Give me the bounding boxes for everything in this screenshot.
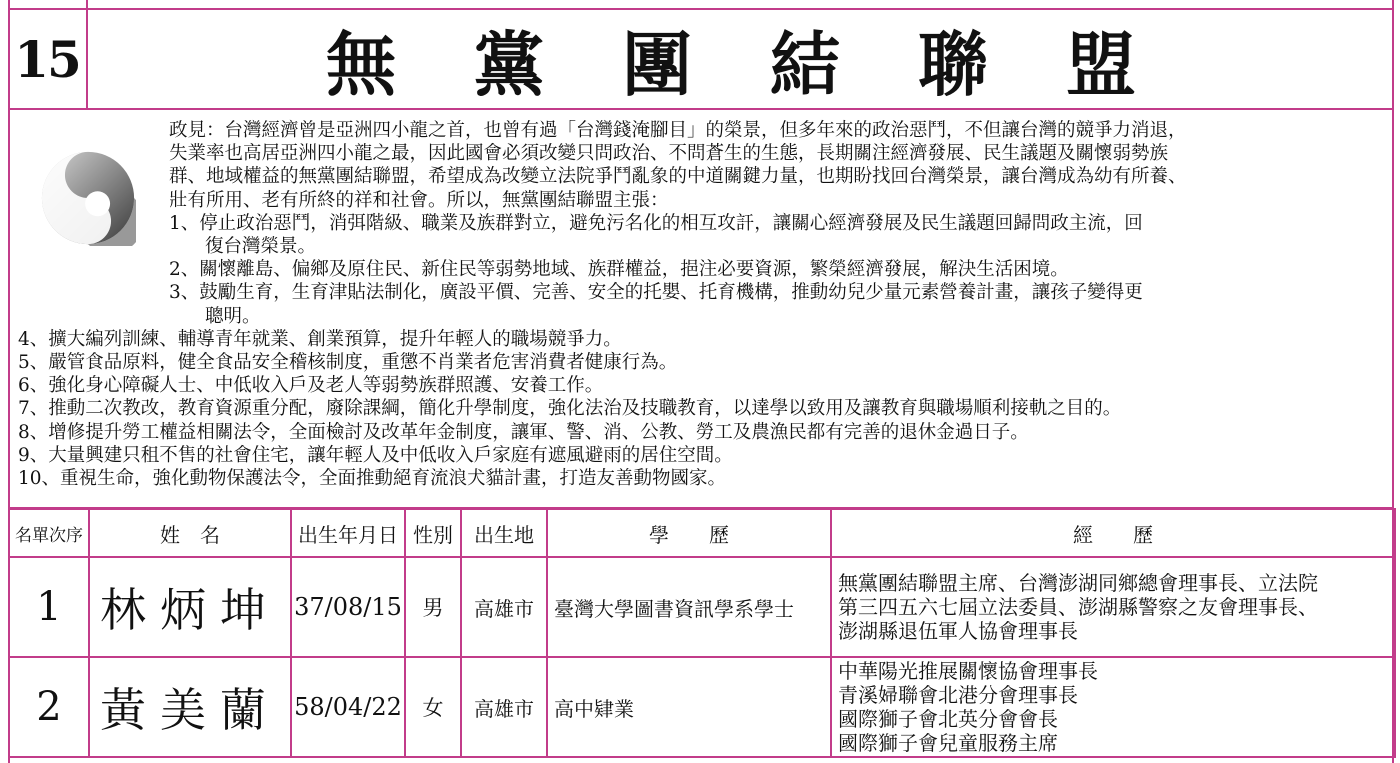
candidate-sex: 男 xyxy=(405,557,461,657)
platform-item-line: 聰明。 xyxy=(205,305,261,327)
platform-intro-line: 群、地域權益的無黨團結聯盟，希望成為改變立法院爭鬥亂象的中道關鍵力量，也期盼找回台灣榮景，讓台灣成為幼有所養、 xyxy=(169,166,1187,188)
platform-item-line: 復台灣榮景。 xyxy=(205,236,317,258)
experience-line: 澎湖縣退伍軍人協會理事長 xyxy=(838,619,1078,643)
experience-line: 無黨團結聯盟主席、台灣澎湖同鄉總會理事長、立法院 xyxy=(838,571,1318,595)
table-header-row xyxy=(9,509,1395,557)
header-birthplace: 出生地 xyxy=(461,509,547,557)
experience-line: 中華陽光推展關懷協會理事長 xyxy=(838,659,1098,683)
candidate-education: 高中肄業 xyxy=(547,657,831,757)
candidate-sex: 女 xyxy=(405,657,461,757)
platform-intro-line: 壯有所用、老有所終的祥和社會。所以，無黨團結聯盟主張： xyxy=(169,189,669,211)
experience-line: 第三四五六七屆立法委員、澎湖縣警察之友會理事長、 xyxy=(838,595,1318,619)
experience-line: 青溪婦聯會北港分會理事長 xyxy=(838,683,1078,707)
candidate-table xyxy=(8,508,1396,758)
table-row xyxy=(9,657,1395,757)
candidate-order: 1 xyxy=(9,557,89,657)
platform-text xyxy=(14,119,1389,490)
experience-line: 國際獅子會兒童服務主席 xyxy=(838,731,1058,755)
candidate-experience xyxy=(831,557,1395,657)
candidate-name: 林炳坤 xyxy=(89,557,291,657)
platform-item-line: 3、鼓勵生育，生育津貼法制化，廣設平價、完善、安全的托嬰、托育機構，推動幼兒少量元素營養計畫，讓孩子變得更 xyxy=(169,282,1143,304)
candidate-order: 2 xyxy=(9,657,89,757)
candidate-experience xyxy=(831,657,1395,757)
platform-item-line: 8、增修提升勞工權益相關法令，全面檢討及改革年金制度，讓軍、警、消、公教、勞工及農漁民都有完善的退休金過日子。 xyxy=(18,421,1029,443)
header-dob: 出生年月日 xyxy=(291,509,405,557)
header-experience: 經 歷 xyxy=(831,509,1395,557)
platform-item-line: 4、擴大編列訓練、輔導青年就業、創業預算，提升年輕人的職場競爭力。 xyxy=(18,328,622,350)
platform-intro-line: 失業率也高居亞洲四小龍之最，因此國會必須改變只問政治、不問蒼生的生態，長期關注經濟發展、民生議題及關懷弱勢族 xyxy=(169,143,1169,165)
header-sex: 性別 xyxy=(405,509,461,557)
divider xyxy=(86,0,88,10)
header-education: 學 歷 xyxy=(547,509,831,557)
candidate-name: 黃美蘭 xyxy=(89,657,291,757)
platform-intro xyxy=(14,119,1389,212)
candidate-dob: 58/04/22 xyxy=(291,657,405,757)
platform-item-line: 1、停止政治惡鬥，消弭階級、職業及族群對立，避免污名化的相互攻訐，讓關心經濟發展及民生議題回歸問政主流，回 xyxy=(169,212,1143,234)
table-row xyxy=(9,557,1395,657)
party-title: 無黨團結聯盟 xyxy=(326,22,1214,106)
candidate-education: 臺灣大學圖書資訊學系學士 xyxy=(547,557,831,657)
experience-line: 國際獅子會北英分會會長 xyxy=(838,707,1058,731)
platform-item-line: 9、大量興建只租不售的社會住宅，讓年輕人及中低收入戶家庭有遮風避雨的居住空間。 xyxy=(18,444,733,466)
candidate-dob: 37/08/15 xyxy=(291,557,405,657)
platform-item-line: 2、關懷離島、偏鄉及原住民、新住民等弱勢地域、族群權益，挹注必要資源，繁榮經濟發展，解決生活困境。 xyxy=(169,259,1069,281)
platform-item-line: 5、嚴管食品原料，健全食品安全稽核制度，重懲不肖業者危害消費者健康行為。 xyxy=(18,352,678,374)
candidate-birthplace: 高雄市 xyxy=(461,557,547,657)
list-number: 15 xyxy=(8,10,88,108)
header-name: 姓 名 xyxy=(89,509,291,557)
platform-intro-line: 政見：台灣經濟曾是亞洲四小龍之首，也曾有過「台灣錢淹腳目」的榮景，但多年來的政治惡鬥，不但讓台灣的競爭力消退， xyxy=(169,120,1187,141)
platform-item-line: 10、重視生命，強化動物保護法令，全面推動絕育流浪犬貓計畫，打造友善動物國家。 xyxy=(18,468,727,490)
candidate-birthplace: 高雄市 xyxy=(461,657,547,757)
header-order: 名單次序 xyxy=(9,509,89,557)
divider xyxy=(8,108,1394,110)
platform-items xyxy=(14,212,1389,490)
platform-item-line: 6、強化身心障礙人士、中低收入戶及老人等弱勢族群照護、安養工作。 xyxy=(18,375,604,397)
platform-item-line: 7、推動二次教改，教育資源重分配，廢除課綱，簡化升學制度，強化法治及技職教育，以達學以致用及讓教育與職場順利接軌之目的。 xyxy=(18,398,1122,420)
